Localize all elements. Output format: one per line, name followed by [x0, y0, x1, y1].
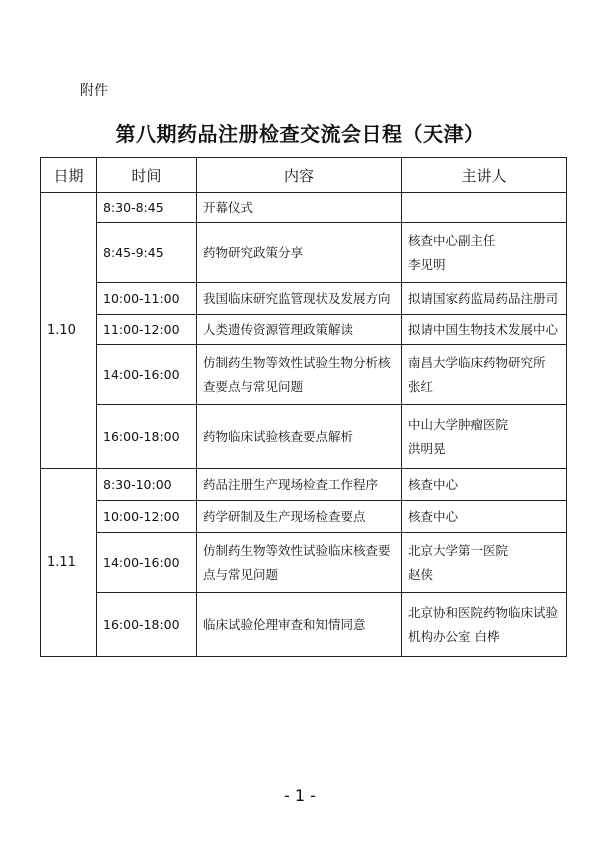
speaker-line: 张红: [408, 378, 434, 394]
attachment-label: 附件: [80, 83, 108, 99]
content-line: 药物研究政策分享: [203, 244, 304, 260]
header-speaker: 主讲人: [402, 158, 567, 193]
date-cell: 1.10: [41, 193, 97, 469]
time-cell: 16:00-18:00: [97, 593, 197, 657]
speaker-cell: [402, 501, 567, 533]
content-line: 临床试验伦理审查和知情同意: [203, 616, 366, 632]
content-cell: [197, 469, 402, 501]
speaker-line: 核查中心副主任: [408, 232, 496, 248]
table-row: [41, 283, 567, 315]
time-cell: 14:00-16:00: [97, 345, 197, 405]
content-line: 仿制药生物等效性试验临床核查要: [203, 542, 391, 558]
table-row: [41, 315, 567, 345]
table-row: [41, 593, 567, 657]
content-cell: [197, 345, 402, 405]
speaker-line: 核查中心: [408, 508, 459, 524]
content-cell: [197, 593, 402, 657]
speaker-cell: [402, 283, 567, 315]
table-row: [41, 345, 567, 405]
speaker-cell: [402, 193, 567, 223]
speaker-line: 赵侠: [408, 566, 434, 582]
table-row: [41, 193, 567, 223]
speaker-cell: [402, 223, 567, 283]
speaker-line: 北京协和医院药物临床试验: [408, 604, 559, 620]
content-cell: [197, 501, 402, 533]
header-date: 日期: [41, 158, 97, 193]
speaker-cell: [402, 469, 567, 501]
speaker-line: 北京大学第一医院: [408, 542, 509, 558]
speaker-line: 拟请中国生物技术发展中心: [408, 321, 559, 337]
content-cell: [197, 193, 402, 223]
content-line: 仿制药生物等效性试验生物分析核: [203, 354, 391, 370]
content-line: 点与常见问题: [203, 566, 279, 582]
time-cell: 14:00-16:00: [97, 533, 197, 593]
header-content: 内容: [197, 158, 402, 193]
time-cell: 8:30-10:00: [97, 469, 197, 501]
date-cell: 1.11: [41, 469, 97, 657]
time-cell: 11:00-12:00: [97, 315, 197, 345]
content-cell: [197, 315, 402, 345]
time-cell: 8:45-9:45: [97, 223, 197, 283]
time-cell: 8:30-8:45: [97, 193, 197, 223]
content-line: 药学研制及生产现场检查要点: [203, 508, 366, 524]
speaker-line: 机构办公室 白桦: [408, 628, 500, 644]
time-cell: 16:00-18:00: [97, 405, 197, 469]
schedule-table: [40, 157, 567, 657]
content-line: 开幕仪式: [203, 199, 254, 215]
content-line: 查要点与常见问题: [203, 378, 304, 394]
speaker-cell: [402, 315, 567, 345]
document-title: 第八期药品注册检查交流会日程（天津）: [115, 122, 485, 146]
speaker-line: 李见明: [408, 256, 446, 272]
table-row: [41, 533, 567, 593]
speaker-line: 南昌大学临床药物研究所: [408, 354, 546, 370]
page-number: - 1 -: [284, 786, 316, 805]
header-row: [41, 158, 567, 193]
content-cell: [197, 223, 402, 283]
speaker-line: 中山大学肿瘤医院: [408, 416, 509, 432]
speaker-line: 拟请国家药监局药品注册司: [408, 290, 559, 306]
speaker-cell: [402, 405, 567, 469]
speaker-cell: [402, 533, 567, 593]
content-line: 药品注册生产现场检查工作程序: [203, 476, 379, 492]
speaker-cell: [402, 345, 567, 405]
time-cell: 10:00-12:00: [97, 501, 197, 533]
speaker-cell: [402, 593, 567, 657]
table-row: [41, 469, 567, 501]
content-line: 我国临床研究监管现状及发展方向: [203, 290, 391, 306]
table-row: [41, 223, 567, 283]
table-row: [41, 501, 567, 533]
content-line: 人类遗传资源管理政策解读: [203, 321, 354, 337]
time-cell: 10:00-11:00: [97, 283, 197, 315]
content-cell: [197, 283, 402, 315]
schedule-body: [41, 193, 567, 657]
content-cell: [197, 533, 402, 593]
speaker-line: 核查中心: [408, 476, 459, 492]
table-row: [41, 405, 567, 469]
header-time: 时间: [97, 158, 197, 193]
content-cell: [197, 405, 402, 469]
speaker-line: 洪明晃: [408, 440, 446, 456]
content-line: 药物临床试验核查要点解析: [203, 428, 354, 444]
